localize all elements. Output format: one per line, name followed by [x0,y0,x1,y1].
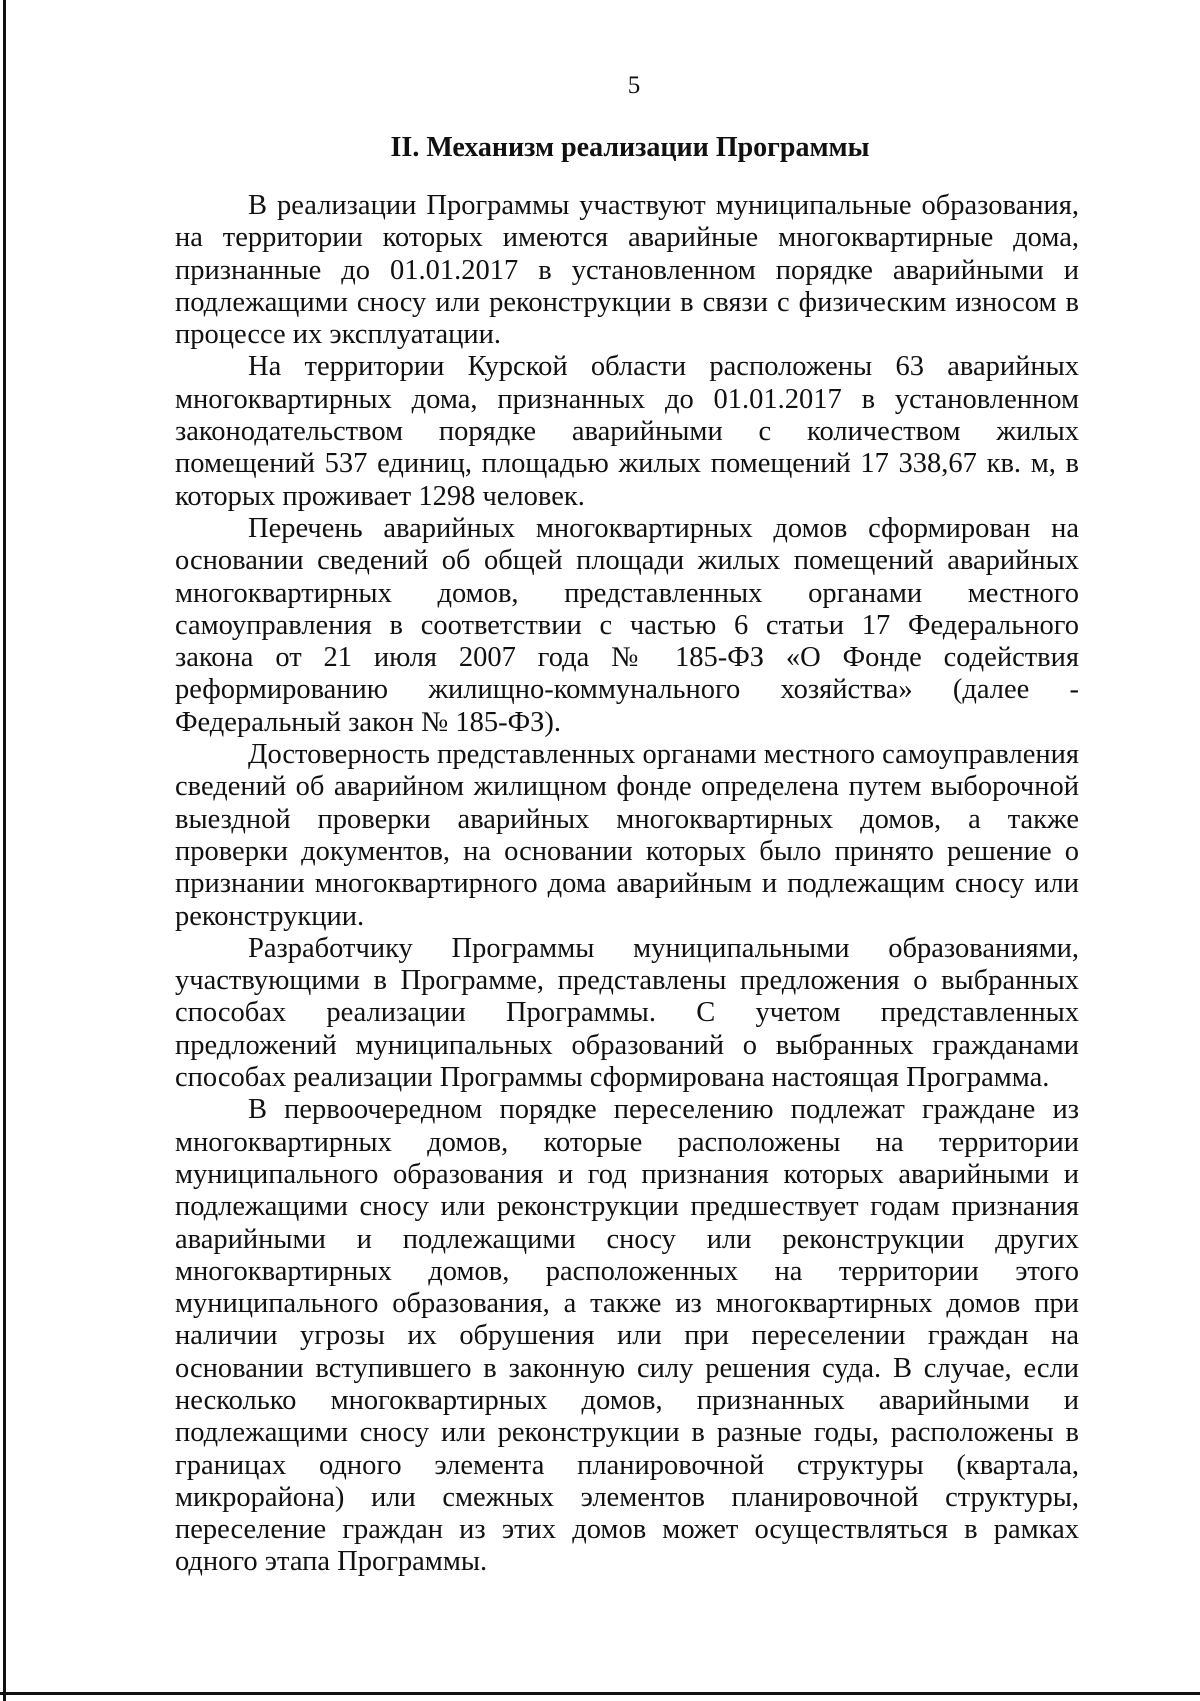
paragraph: В первоочередном порядке переселению подлежат граждане из многоквартирных домов, которые расположены на территории муниципального образования и год признания которых аварийными и подлежащими сносу или реконструкции предшествует годам признания аварийными и подлежащими сносу или реконструкции других многоквартирных домов, расположенных на территории этого муниципального образования, а также из многоквартирных домов при наличии угрозы их обрушения или при переселении граждан на основании вступившего в законную силу решения суда. В случае, если несколько многоквартирных домов, признанных аварийными и подлежащими сносу или реконструкции в разные годы, расположены в границах одного элемента планировочной структуры (квартала, микрорайона) или смежных элементов планировочной структуры, переселение граждан из этих домов может осуществляться в рамках одного этапа Программы. [175,1094,1079,1578]
paragraph: Разработчику Программы муниципальными образованиями, участвующими в Программе, представлены предложения о выбранных способах реализации Программы. С учетом представленных предложений муниципальных образований о выбранных гражданами способах реализации Программы сформирована настоящая Программа. [175,932,1079,1094]
page-number: 5 [627,72,641,99]
scan-edge-left [3,0,6,1701]
paragraph: В реализации Программы участвуют муниципальные образования, на территории которых имеются аварийные многоквартирные дома, признанные до 01.01.2017 в установленном порядке аварийными и подлежащими сносу или реконструкции в связи с физическим износом в процессе их эксплуатации. [175,190,1079,351]
section-title: II. Механизм реализации Программы [390,132,870,163]
paragraph: На территории Курской области расположены 63 аварийных многоквартирных дома, признанных до 01.01.2017 в установленном законодательством порядке аварийными с количеством жилых помещений 537 единиц, площадью жилых помещений 17 338,67 кв. м, в которых проживает 1298 человек. [175,351,1079,512]
scan-edge-bottom [0,1692,1200,1695]
body-text [175,190,1079,1579]
paragraph: Перечень аварийных многоквартирных домов сформирован на основании сведений об общей площади жилых помещений аварийных многоквартирных домов, представленных органами местного самоуправления в соответствии с частью 6 статьи 17 Федерального закона от 21 июля 2007 года № 185-ФЗ «О Фонде содействия реформированию жилищно-коммунального хозяйства» (далее - Федеральный закон № 185-ФЗ). [175,512,1079,738]
paragraph: Достоверность представленных органами местного самоуправления сведений об аварийном жилищном фонде определена путем выборочной выездной проверки аварийных многоквартирных домов, а также проверки документов, на основании которых было принято решение о признании многоквартирного дома аварийным и подлежащим сносу или реконструкции. [175,739,1079,932]
